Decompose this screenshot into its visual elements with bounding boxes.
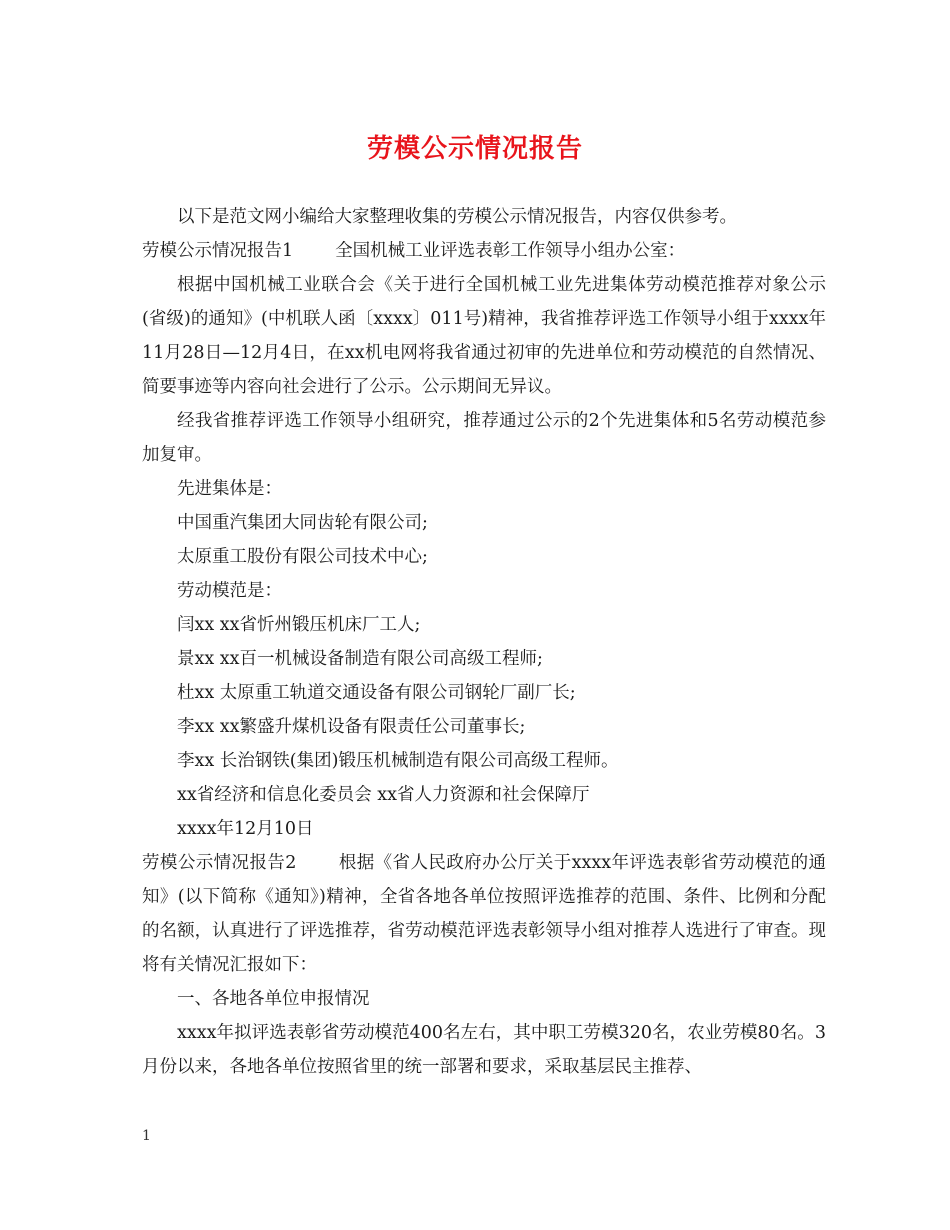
report1-signature: xx省经济和信息化委员会 xx省人力资源和社会保障厅 <box>177 785 590 805</box>
intro-paragraph: 以下是范文网小编给大家整理收集的劳模公示情况报告，内容仅供参考。 <box>177 207 737 227</box>
collectives-label: 先进集体是： <box>177 479 282 499</box>
models-label: 劳动模范是： <box>177 581 282 601</box>
report1-paragraph-2: 经我省推荐评选工作领导小组研究，推荐通过公示的2个先进集体和5名劳动模范参加复审。 <box>142 411 826 465</box>
page-number: 1 <box>142 1128 151 1144</box>
collective-item: 太原重工股份有限公司技术中心; <box>177 547 428 567</box>
report2-paragraph-2: xxxx年拟评选表彰省劳动模范400名左右，其中职工劳模320名，农业劳模80名。3月份以来，各地各单位按照省里的统一部署和要求，采取基层民主推荐、 <box>142 1023 826 1077</box>
model-item: 李xx 长治钢铁(集团)锻压机械制造有限公司高级工程师。 <box>177 751 619 771</box>
report1-heading: 劳模公示情况报告1 <box>142 241 294 261</box>
model-item: 杜xx 太原重工轨道交通设备有限公司钢轮厂副厂长; <box>177 683 576 703</box>
report2-first-paragraph <box>142 846 826 982</box>
model-item: 闫xx xx省忻州锻压机床厂工人; <box>177 615 421 635</box>
document-title: 劳模公示情况报告 <box>366 134 583 164</box>
report2-heading: 劳模公示情况报告2 <box>142 853 297 873</box>
model-item: 李xx xx繁盛升煤机设备有限责任公司董事长; <box>177 717 526 737</box>
report2-paragraph-1: 根据《省人民政府办公厅关于xxxx年评选表彰省劳动模范的通知》(以下简称《通知》)精神，全省各地各单位按照评选推荐的范围、条件、比例和分配的名额，认真进行了评选推荐，省劳动模范评选表彰领导小组对推荐人选进行了审查。现将有关情况汇报如下： <box>142 853 826 975</box>
report1-paragraph-1: 根据中国机械工业联合会《关于进行全国机械工业先进集体劳动模范推荐对象公示(省级)的通知》(中机联人函〔xxxx〕011号)精神，我省推荐评选工作领导小组于xxxx年11月28日—12月4日，在xx机电网将我省通过初审的先进单位和劳动模范的自然情况、简要事迹等内容向社会进行了公示。公示期间无异议。 <box>142 275 826 397</box>
collective-item: 中国重汽集团大同齿轮有限公司; <box>177 513 428 533</box>
document-body <box>142 200 826 1084</box>
report2-section-heading: 一、各地各单位申报情况 <box>177 989 370 1009</box>
model-item: 景xx xx百一机械设备制造有限公司高级工程师; <box>177 649 543 669</box>
report1-date: xxxx年12月10日 <box>177 819 314 839</box>
report1-addressee: 全国机械工业评选表彰工作领导小组办公室： <box>335 241 686 261</box>
report1-heading-line <box>142 234 826 268</box>
